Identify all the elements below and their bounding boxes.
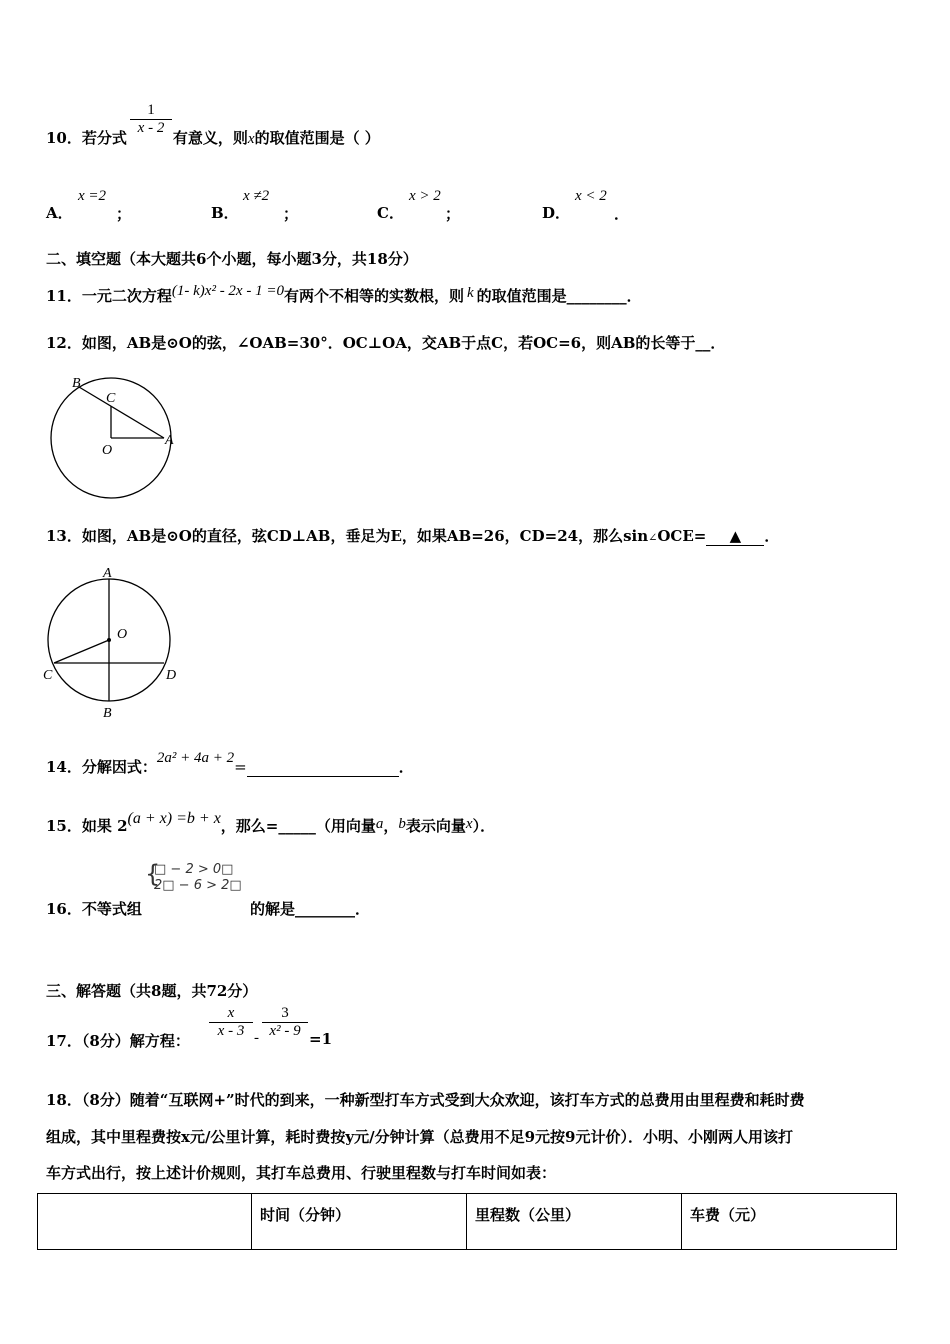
q13-stem: [46, 525, 779, 546]
q16-brace: {: [145, 860, 161, 888]
q10-option-a-end: ；: [116, 205, 132, 223]
q12-stem: 12．如图，AB是⊙O的弦，∠OAB=30°．OC⊥OA，交AB于点C，若OC=6，则AB的长等于__．: [46, 334, 726, 352]
q11-prefix: 一元二次方程: [81, 287, 172, 305]
q10-option-a-expr: x =2: [78, 188, 107, 204]
q13-label-a: A: [103, 566, 112, 581]
q10-option-d-end: ．: [614, 205, 630, 223]
q17-f1-den: x - 3: [217, 1023, 245, 1039]
q16-system: [145, 862, 242, 894]
table-header-cell: [38, 1194, 252, 1250]
q11-number: 11．: [46, 287, 82, 305]
q15-end: ）．: [472, 817, 496, 835]
q16-prefix: 不等式组: [81, 900, 142, 918]
q10-suffix-a: 有意义，则: [172, 129, 248, 147]
q10-option-c-expr: x > 2: [409, 188, 441, 204]
section-3-heading: 三、解答题（共8题，共72分）: [46, 982, 258, 1000]
q18-line-2: 组成，其中里程费按x元/公里计算，耗时费按y元/分钟计算（总费用不足9元按9元计价）．小明、小刚两人用该打: [46, 1128, 793, 1146]
q17-fraction-1: [209, 1005, 253, 1040]
q14-expr: 2a² + 4a + 2: [156, 750, 235, 766]
q10-frac-num: 1: [130, 102, 172, 120]
q15-vector-b: b: [398, 816, 406, 832]
q12-label-c: C: [106, 391, 116, 406]
q15-sep: ，: [383, 817, 399, 835]
q12-label-b: B: [72, 376, 81, 391]
q10-number: 10．: [46, 129, 82, 147]
section-2-heading: 二、填空题（本大题共6个小题，每小题3分，共18分）: [46, 250, 418, 268]
q16-line-1: □ − 2 > 0□: [154, 862, 234, 877]
q13-blank-mark: ▲: [729, 527, 742, 545]
q17-minus: -: [254, 1030, 259, 1046]
q11-stem: [46, 285, 642, 306]
q17-f2-num: 3: [262, 1005, 308, 1023]
q10-option-d-expr: x < 2: [575, 188, 607, 204]
q10-var: x: [247, 131, 255, 147]
q15-vector-a: a: [375, 816, 384, 832]
q13-label-o: O: [117, 627, 128, 642]
q13-segment-oc: [54, 640, 109, 663]
q10-option-c-label: C．: [377, 204, 404, 222]
q16-stem: [46, 898, 142, 919]
q11-suffix: 的取值范围是________．: [476, 287, 642, 305]
q16-suffix: 的解是________．: [250, 900, 371, 918]
q11-mid: 有两个不相等的实数根，则: [283, 287, 464, 305]
q10-option-b-expr: x ≠2: [243, 188, 270, 204]
q15-vector-x: x: [465, 816, 473, 832]
q15-expr: (a + x) =b + x: [127, 810, 221, 827]
q15-prefix: 如果 2: [81, 817, 128, 835]
q14-number: 14．: [46, 758, 82, 776]
table-header-cell: 里程数（公里）: [467, 1194, 682, 1250]
q17-f2-den: x² - 9: [269, 1023, 301, 1039]
q10-suffix-b: 的取值范围是（ ）: [254, 129, 380, 147]
q15-stem: [46, 810, 496, 836]
q10-frac-den: x - 2: [137, 120, 165, 136]
q13-label-b: B: [103, 706, 112, 721]
q15-mid2: 表示向量: [405, 817, 466, 835]
q13-center-dot: [107, 638, 111, 642]
q13-end: ．: [764, 527, 780, 545]
q12-chord-ab: [79, 387, 164, 438]
q13-answer-blank: [706, 527, 764, 546]
q13-figure: [40, 565, 190, 721]
q10-option-d-label: D．: [542, 204, 571, 222]
q12-figure: [44, 370, 184, 502]
q17-fraction-2: [262, 1005, 308, 1040]
q12-label-a: A: [165, 433, 174, 448]
q10-option-c-end: ；: [445, 205, 461, 223]
q13-label-c: C: [43, 668, 53, 683]
q14-answer-blank: [247, 758, 399, 777]
q17-prefix: （8分）解方程：: [81, 1032, 190, 1050]
q14-eq: =: [234, 758, 247, 776]
q18-line-3: 车方式出行，按上述计价规则，其打车总费用、行驶里程数与打车时间如表：: [46, 1164, 557, 1182]
q10-option-b-end: ；: [283, 205, 299, 223]
q16-number: 16．: [46, 900, 82, 918]
q10-prefix: 若分式: [81, 129, 127, 147]
q17-end: =1: [309, 1030, 333, 1048]
q17-stem: [46, 1030, 190, 1051]
q11-var: k: [466, 285, 474, 301]
q13-text-b: OCE=: [657, 527, 707, 545]
q13-angle: ∠: [648, 531, 658, 544]
q14-prefix: 分解因式：: [81, 758, 157, 776]
q14-end: ．: [398, 758, 414, 776]
q17-number: 17．: [46, 1032, 82, 1050]
q11-equation: (1- k)x² - 2x - 1 =0: [171, 283, 284, 299]
q10-option-b-label: B．: [211, 204, 239, 222]
q12-label-o: O: [102, 443, 113, 458]
q15-mid: ，那么=_____（用向量: [220, 817, 376, 835]
q16-line-2: 2□ − 6 > 2□: [154, 878, 242, 893]
q17-f1-num: x: [209, 1005, 253, 1023]
q13-label-d: D: [166, 668, 177, 683]
q10-option-a-label: A．: [46, 204, 73, 222]
q18-table: [37, 1193, 897, 1250]
q15-number: 15．: [46, 817, 82, 835]
q18-line-1: 18．（8分）随着“互联网+”时代的到来，一种新型打车方式受到大众欢迎，该打车方式的总费用由里程费和耗时费: [46, 1091, 805, 1109]
q14-stem: [46, 750, 414, 777]
q10-stem: [46, 127, 380, 148]
table-header-cell: 时间（分钟）: [252, 1194, 467, 1250]
table-header-row: [38, 1194, 897, 1250]
q13-text-a: 13．如图，AB是⊙O的直径，弦CD⊥AB，垂足为E，如果AB=26，CD=24，那么sin: [46, 527, 649, 545]
table-header-cell: 车费（元）: [682, 1194, 897, 1250]
